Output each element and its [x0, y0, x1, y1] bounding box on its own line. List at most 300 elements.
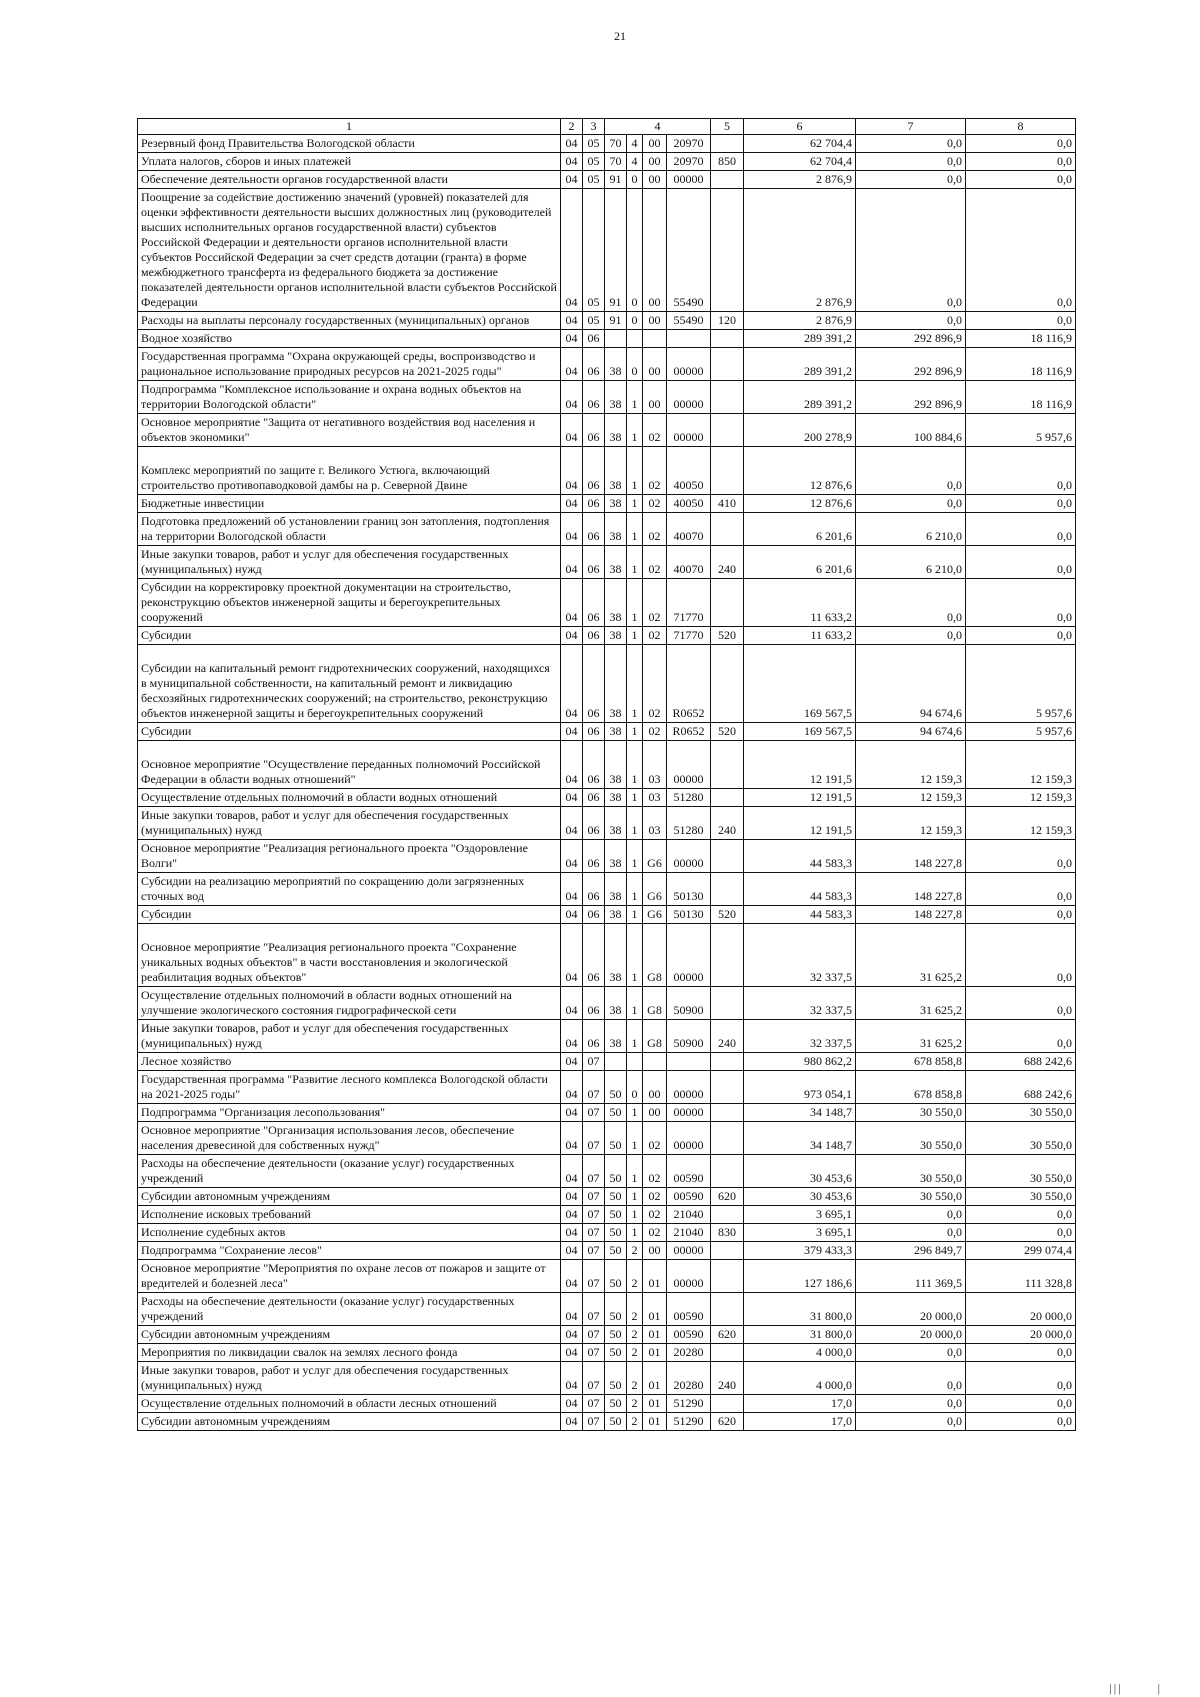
program-code-part-3: 01 — [643, 1293, 667, 1326]
amount-cell-7: 30 550,0 — [856, 1155, 966, 1188]
row-name-cell: Субсидии автономным учреждениям — [138, 1413, 561, 1431]
table-row — [138, 1155, 1076, 1188]
amount-cell-7: 6 210,0 — [856, 513, 966, 546]
header-col-6: 6 — [744, 119, 856, 135]
code-cell-3: 06 — [583, 627, 605, 645]
amount-cell-8: 0,0 — [966, 1224, 1076, 1242]
code-cell-2: 04 — [561, 873, 583, 906]
amount-cell-6: 17,0 — [744, 1413, 856, 1431]
amount-cell-7: 148 227,8 — [856, 840, 966, 873]
amount-cell-7: 148 227,8 — [856, 906, 966, 924]
expense-type-cell — [711, 1260, 744, 1293]
amount-cell-8: 0,0 — [966, 627, 1076, 645]
amount-cell-7: 12 159,3 — [856, 789, 966, 807]
program-code-part-1: 50 — [605, 1071, 627, 1104]
amount-cell-8: 0,0 — [966, 1020, 1076, 1053]
table-row — [138, 723, 1076, 741]
program-code-part-2: 1 — [627, 381, 643, 414]
table-row — [138, 579, 1076, 627]
program-code-part-1: 91 — [605, 312, 627, 330]
code-cell-2: 04 — [561, 381, 583, 414]
amount-cell-8: 0,0 — [966, 906, 1076, 924]
amount-cell-8: 688 242,6 — [966, 1071, 1076, 1104]
row-name-cell: Основное мероприятие "Организация использования лесов, обеспечение населения древесиной для собственных нужд" — [138, 1122, 561, 1155]
amount-cell-6: 2 876,9 — [744, 312, 856, 330]
amount-cell-6: 44 583,3 — [744, 840, 856, 873]
row-name-cell: Осуществление отдельных полномочий в области водных отношений на улучшение экологического состояния гидрографической сети — [138, 987, 561, 1020]
code-cell-3: 07 — [583, 1206, 605, 1224]
code-cell-3: 06 — [583, 873, 605, 906]
program-code-part-4: 51280 — [667, 789, 711, 807]
row-name-cell: Иные закупки товаров, работ и услуг для обеспечения государственных (муниципальных) нужд — [138, 1362, 561, 1395]
row-name-cell: Государственная программа "Развитие лесного комплекса Вологодской области на 2021-2025 годы" — [138, 1071, 561, 1104]
code-cell-2: 04 — [561, 1293, 583, 1326]
table-row — [138, 1104, 1076, 1122]
program-code-part-3: 02 — [643, 627, 667, 645]
amount-cell-7: 6 210,0 — [856, 546, 966, 579]
amount-cell-7: 31 625,2 — [856, 987, 966, 1020]
code-cell-3: 06 — [583, 924, 605, 987]
program-code-part-2: 1 — [627, 873, 643, 906]
expense-type-cell — [711, 1293, 744, 1326]
table-row — [138, 189, 1076, 312]
amount-cell-7: 0,0 — [856, 1395, 966, 1413]
header-col-7: 7 — [856, 119, 966, 135]
amount-cell-6: 4 000,0 — [744, 1344, 856, 1362]
program-code-part-4: 20280 — [667, 1344, 711, 1362]
program-code-part-1: 38 — [605, 645, 627, 723]
amount-cell-7: 0,0 — [856, 1206, 966, 1224]
program-code-part-4: 00000 — [667, 1071, 711, 1104]
program-code-part-1: 38 — [605, 840, 627, 873]
program-code-part-3: G8 — [643, 1020, 667, 1053]
row-name-cell: Субсидии на реализацию мероприятий по сокращению доли загрязненных сточных вод — [138, 873, 561, 906]
amount-cell-7: 292 896,9 — [856, 381, 966, 414]
program-code-part-3: 02 — [643, 513, 667, 546]
code-cell-2: 04 — [561, 189, 583, 312]
row-name-cell: Расходы на обеспечение деятельности (оказание услуг) государственных учреждений — [138, 1155, 561, 1188]
program-code-part-1: 50 — [605, 1260, 627, 1293]
amount-cell-8: 12 159,3 — [966, 741, 1076, 789]
amount-cell-8: 0,0 — [966, 495, 1076, 513]
program-code-part-4: 50900 — [667, 987, 711, 1020]
program-code-part-3: G6 — [643, 873, 667, 906]
amount-cell-7: 0,0 — [856, 171, 966, 189]
expense-type-cell: 520 — [711, 627, 744, 645]
row-name-cell: Иные закупки товаров, работ и услуг для обеспечения государственных (муниципальных) нужд — [138, 807, 561, 840]
program-code-part-4: 55490 — [667, 312, 711, 330]
program-code-part-2: 4 — [627, 153, 643, 171]
table-row — [138, 153, 1076, 171]
expense-type-cell — [711, 1395, 744, 1413]
program-code-part-3: 01 — [643, 1395, 667, 1413]
amount-cell-6: 12 876,6 — [744, 447, 856, 495]
code-cell-3: 07 — [583, 1053, 605, 1071]
amount-cell-7: 12 159,3 — [856, 807, 966, 840]
expense-type-cell: 620 — [711, 1413, 744, 1431]
program-code-part-4: 20280 — [667, 1362, 711, 1395]
program-code-part-4: 51280 — [667, 807, 711, 840]
amount-cell-6: 12 876,6 — [744, 495, 856, 513]
code-cell-2: 04 — [561, 924, 583, 987]
program-code-part-3: 02 — [643, 495, 667, 513]
program-code-part-3: 02 — [643, 546, 667, 579]
amount-cell-6: 31 800,0 — [744, 1293, 856, 1326]
program-code-part-3: 02 — [643, 645, 667, 723]
program-code-part-1: 38 — [605, 495, 627, 513]
table-row — [138, 645, 1076, 723]
table-row — [138, 312, 1076, 330]
amount-cell-6: 32 337,5 — [744, 924, 856, 987]
code-cell-3: 07 — [583, 1344, 605, 1362]
expense-type-cell: 520 — [711, 906, 744, 924]
amount-cell-8: 30 550,0 — [966, 1122, 1076, 1155]
amount-cell-8: 0,0 — [966, 312, 1076, 330]
code-cell-3: 06 — [583, 579, 605, 627]
program-code-part-4: 00590 — [667, 1155, 711, 1188]
program-code-part-2: 1 — [627, 513, 643, 546]
row-name-cell: Уплата налогов, сборов и иных платежей — [138, 153, 561, 171]
code-cell-3: 07 — [583, 1188, 605, 1206]
amount-cell-6: 17,0 — [744, 1395, 856, 1413]
amount-cell-7: 30 550,0 — [856, 1104, 966, 1122]
expense-type-cell — [711, 789, 744, 807]
amount-cell-7: 0,0 — [856, 312, 966, 330]
code-cell-2: 04 — [561, 1122, 583, 1155]
program-code-part-2: 0 — [627, 171, 643, 189]
amount-cell-6: 30 453,6 — [744, 1155, 856, 1188]
program-code-part-3: 01 — [643, 1344, 667, 1362]
code-cell-3: 05 — [583, 171, 605, 189]
row-name-cell: Субсидии на капитальный ремонт гидротехнических сооружений, находящихся в муниципальной собственности, на капитальный ремонт и ликвидацию бесхозяйных гидротехнических сооружений; на строительство, реконструкцию объектов инженерной защиты и берегоукрепительных сооружений — [138, 645, 561, 723]
code-cell-2: 04 — [561, 513, 583, 546]
program-code-part-4: 00000 — [667, 348, 711, 381]
table-row — [138, 840, 1076, 873]
amount-cell-6: 4 000,0 — [744, 1362, 856, 1395]
program-code-part-3: G6 — [643, 906, 667, 924]
program-code-part-4: 50130 — [667, 873, 711, 906]
program-code-part-1: 50 — [605, 1395, 627, 1413]
program-code-part-2: 2 — [627, 1395, 643, 1413]
amount-cell-8: 18 116,9 — [966, 330, 1076, 348]
program-code-part-4: 00000 — [667, 1122, 711, 1155]
amount-cell-8: 0,0 — [966, 546, 1076, 579]
amount-cell-8: 0,0 — [966, 447, 1076, 495]
program-code-part-1: 38 — [605, 579, 627, 627]
program-code-part-4: 71770 — [667, 579, 711, 627]
row-name-cell: Основное мероприятие "Реализация регионального проекта "Оздоровление Волги" — [138, 840, 561, 873]
program-code-part-3: 00 — [643, 171, 667, 189]
amount-cell-8: 30 550,0 — [966, 1188, 1076, 1206]
program-code-part-3: 02 — [643, 447, 667, 495]
program-code-part-1 — [605, 330, 627, 348]
amount-cell-8: 0,0 — [966, 1395, 1076, 1413]
code-cell-2: 04 — [561, 1395, 583, 1413]
amount-cell-6: 12 191,5 — [744, 741, 856, 789]
expense-type-cell: 620 — [711, 1188, 744, 1206]
expense-type-cell: 520 — [711, 723, 744, 741]
code-cell-3: 06 — [583, 414, 605, 447]
code-cell-3: 06 — [583, 546, 605, 579]
program-code-part-1: 38 — [605, 414, 627, 447]
expense-type-cell — [711, 987, 744, 1020]
program-code-part-2: 1 — [627, 495, 643, 513]
table-row — [138, 1020, 1076, 1053]
expense-type-cell: 830 — [711, 1224, 744, 1242]
program-code-part-1: 50 — [605, 1104, 627, 1122]
header-col-2: 2 — [561, 119, 583, 135]
table-row — [138, 987, 1076, 1020]
code-cell-3: 06 — [583, 1020, 605, 1053]
table-row — [138, 906, 1076, 924]
amount-cell-6: 31 800,0 — [744, 1326, 856, 1344]
program-code-part-1: 70 — [605, 135, 627, 153]
amount-cell-6: 379 433,3 — [744, 1242, 856, 1260]
row-name-cell: Субсидии автономным учреждениям — [138, 1326, 561, 1344]
row-name-cell: Субсидии на корректировку проектной документации на строительство, реконструкцию объектов инженерной защиты и берегоукрепительных сооружений — [138, 579, 561, 627]
expense-type-cell — [711, 1344, 744, 1362]
table-row — [138, 789, 1076, 807]
program-code-part-3: 03 — [643, 807, 667, 840]
amount-cell-8: 0,0 — [966, 513, 1076, 546]
program-code-part-1: 38 — [605, 873, 627, 906]
amount-cell-6: 12 191,5 — [744, 807, 856, 840]
amount-cell-8: 20 000,0 — [966, 1293, 1076, 1326]
code-cell-3: 05 — [583, 135, 605, 153]
header-col-8: 8 — [966, 119, 1076, 135]
program-code-part-3 — [643, 1053, 667, 1071]
row-name-cell: Лесное хозяйство — [138, 1053, 561, 1071]
table-row — [138, 1188, 1076, 1206]
program-code-part-2: 1 — [627, 807, 643, 840]
program-code-part-3: 00 — [643, 1242, 667, 1260]
program-code-part-4: 00000 — [667, 840, 711, 873]
code-cell-3: 05 — [583, 312, 605, 330]
row-name-cell: Расходы на выплаты персоналу государственных (муниципальных) органов — [138, 312, 561, 330]
code-cell-2: 04 — [561, 135, 583, 153]
code-cell-3: 07 — [583, 1362, 605, 1395]
program-code-part-4: 40070 — [667, 546, 711, 579]
amount-cell-6: 289 391,2 — [744, 348, 856, 381]
row-name-cell: Государственная программа "Охрана окружающей среды, воспроизводство и рациональное использование природных ресурсов на 2021-2025 годы" — [138, 348, 561, 381]
program-code-part-2: 1 — [627, 924, 643, 987]
program-code-part-3: 02 — [643, 1122, 667, 1155]
code-cell-2: 04 — [561, 153, 583, 171]
code-cell-3: 06 — [583, 495, 605, 513]
program-code-part-1: 50 — [605, 1362, 627, 1395]
program-code-part-4: 00000 — [667, 741, 711, 789]
code-cell-2: 04 — [561, 1362, 583, 1395]
code-cell-3: 06 — [583, 381, 605, 414]
program-code-part-2: 2 — [627, 1413, 643, 1431]
program-code-part-2: 2 — [627, 1326, 643, 1344]
amount-cell-6: 6 201,6 — [744, 513, 856, 546]
row-name-cell: Исполнение исковых требований — [138, 1206, 561, 1224]
expense-type-cell — [711, 414, 744, 447]
program-code-part-1: 38 — [605, 789, 627, 807]
table-row — [138, 513, 1076, 546]
program-code-part-1: 50 — [605, 1344, 627, 1362]
program-code-part-3: G6 — [643, 840, 667, 873]
program-code-part-2: 1 — [627, 1206, 643, 1224]
scan-marks: ||| | — [1109, 1681, 1162, 1695]
amount-cell-7: 148 227,8 — [856, 873, 966, 906]
expense-type-cell — [711, 645, 744, 723]
program-code-part-4: 00000 — [667, 381, 711, 414]
row-name-cell: Осуществление отдельных полномочий в области водных отношений — [138, 789, 561, 807]
table-row — [138, 1362, 1076, 1395]
amount-cell-8: 12 159,3 — [966, 789, 1076, 807]
amount-cell-7: 100 884,6 — [856, 414, 966, 447]
amount-cell-8: 30 550,0 — [966, 1155, 1076, 1188]
program-code-part-2: 0 — [627, 1071, 643, 1104]
amount-cell-7: 94 674,6 — [856, 723, 966, 741]
program-code-part-2: 1 — [627, 1188, 643, 1206]
program-code-part-4: 50900 — [667, 1020, 711, 1053]
row-name-cell: Основное мероприятие "Реализация регионального проекта "Сохранение уникальных водных объектов" в части восстановления и экологической реабилитация водных объектов" — [138, 924, 561, 987]
code-cell-2: 04 — [561, 1104, 583, 1122]
program-code-part-2: 1 — [627, 741, 643, 789]
amount-cell-6: 169 567,5 — [744, 723, 856, 741]
program-code-part-3: G8 — [643, 987, 667, 1020]
program-code-part-3: 00 — [643, 1071, 667, 1104]
code-cell-2: 04 — [561, 840, 583, 873]
amount-cell-7: 0,0 — [856, 1224, 966, 1242]
amount-cell-8: 20 000,0 — [966, 1326, 1076, 1344]
expense-type-cell — [711, 1155, 744, 1188]
program-code-part-3: 00 — [643, 312, 667, 330]
table-row — [138, 1224, 1076, 1242]
program-code-part-4: R0652 — [667, 645, 711, 723]
amount-cell-6: 44 583,3 — [744, 873, 856, 906]
table-row — [138, 414, 1076, 447]
row-name-cell: Иные закупки товаров, работ и услуг для обеспечения государственных (муниципальных) нужд — [138, 1020, 561, 1053]
expense-type-cell — [711, 1053, 744, 1071]
code-cell-3: 07 — [583, 1260, 605, 1293]
program-code-part-3 — [643, 330, 667, 348]
code-cell-3: 07 — [583, 1155, 605, 1188]
amount-cell-8: 0,0 — [966, 579, 1076, 627]
amount-cell-6: 2 876,9 — [744, 171, 856, 189]
table-row — [138, 924, 1076, 987]
program-code-part-4: 51290 — [667, 1395, 711, 1413]
program-code-part-2: 1 — [627, 447, 643, 495]
expense-type-cell: 240 — [711, 807, 744, 840]
program-code-part-3: 02 — [643, 1206, 667, 1224]
code-cell-3: 07 — [583, 1395, 605, 1413]
row-name-cell: Исполнение судебных актов — [138, 1224, 561, 1242]
program-code-part-1: 50 — [605, 1206, 627, 1224]
code-cell-2: 04 — [561, 312, 583, 330]
amount-cell-8: 0,0 — [966, 153, 1076, 171]
amount-cell-8: 0,0 — [966, 171, 1076, 189]
amount-cell-8: 0,0 — [966, 924, 1076, 987]
amount-cell-7: 0,0 — [856, 1413, 966, 1431]
program-code-part-4: 20970 — [667, 135, 711, 153]
row-name-cell: Субсидии — [138, 906, 561, 924]
amount-cell-7: 0,0 — [856, 495, 966, 513]
program-code-part-3: 00 — [643, 348, 667, 381]
code-cell-3: 06 — [583, 645, 605, 723]
table-row — [138, 546, 1076, 579]
code-cell-3: 06 — [583, 447, 605, 495]
expense-type-cell: 120 — [711, 312, 744, 330]
amount-cell-8: 18 116,9 — [966, 381, 1076, 414]
program-code-part-1: 38 — [605, 723, 627, 741]
expense-type-cell: 850 — [711, 153, 744, 171]
program-code-part-1: 91 — [605, 189, 627, 312]
program-code-part-1: 38 — [605, 906, 627, 924]
amount-cell-6: 62 704,4 — [744, 153, 856, 171]
code-cell-3: 06 — [583, 723, 605, 741]
amount-cell-7: 31 625,2 — [856, 1020, 966, 1053]
table-row — [138, 873, 1076, 906]
program-code-part-3: 02 — [643, 1155, 667, 1188]
code-cell-3: 06 — [583, 789, 605, 807]
amount-cell-6: 3 695,1 — [744, 1224, 856, 1242]
expense-type-cell — [711, 381, 744, 414]
code-cell-2: 04 — [561, 1242, 583, 1260]
program-code-part-3: 00 — [643, 153, 667, 171]
code-cell-3: 06 — [583, 840, 605, 873]
table-row — [138, 1242, 1076, 1260]
program-code-part-1: 91 — [605, 171, 627, 189]
program-code-part-1: 50 — [605, 1224, 627, 1242]
amount-cell-8: 12 159,3 — [966, 807, 1076, 840]
code-cell-2: 04 — [561, 789, 583, 807]
amount-cell-7: 0,0 — [856, 189, 966, 312]
program-code-part-2: 1 — [627, 987, 643, 1020]
expense-type-cell — [711, 741, 744, 789]
amount-cell-8: 0,0 — [966, 135, 1076, 153]
amount-cell-7: 111 369,5 — [856, 1260, 966, 1293]
table-row — [138, 447, 1076, 495]
code-cell-2: 04 — [561, 645, 583, 723]
table-row — [138, 330, 1076, 348]
amount-cell-6: 980 862,2 — [744, 1053, 856, 1071]
code-cell-2: 04 — [561, 627, 583, 645]
code-cell-3: 07 — [583, 1104, 605, 1122]
table-row — [138, 1413, 1076, 1431]
program-code-part-2: 0 — [627, 348, 643, 381]
amount-cell-7: 0,0 — [856, 1362, 966, 1395]
expense-type-cell: 410 — [711, 495, 744, 513]
program-code-part-3: 00 — [643, 189, 667, 312]
expense-type-cell — [711, 1071, 744, 1104]
amount-cell-6: 12 191,5 — [744, 789, 856, 807]
program-code-part-2: 4 — [627, 135, 643, 153]
code-cell-3: 06 — [583, 807, 605, 840]
amount-cell-8: 5 957,6 — [966, 645, 1076, 723]
program-code-part-2: 1 — [627, 723, 643, 741]
program-code-part-2: 1 — [627, 627, 643, 645]
amount-cell-8: 5 957,6 — [966, 414, 1076, 447]
table-row — [138, 1326, 1076, 1344]
row-name-cell: Резервный фонд Правительства Вологодской области — [138, 135, 561, 153]
header-col-4: 4 — [605, 119, 711, 135]
amount-cell-6: 289 391,2 — [744, 381, 856, 414]
program-code-part-3: 03 — [643, 789, 667, 807]
amount-cell-7: 30 550,0 — [856, 1188, 966, 1206]
amount-cell-6: 62 704,4 — [744, 135, 856, 153]
code-cell-3: 06 — [583, 741, 605, 789]
program-code-part-3: 01 — [643, 1362, 667, 1395]
amount-cell-8: 111 328,8 — [966, 1260, 1076, 1293]
program-code-part-1: 50 — [605, 1242, 627, 1260]
code-cell-3: 07 — [583, 1413, 605, 1431]
program-code-part-2 — [627, 1053, 643, 1071]
program-code-part-1: 50 — [605, 1155, 627, 1188]
